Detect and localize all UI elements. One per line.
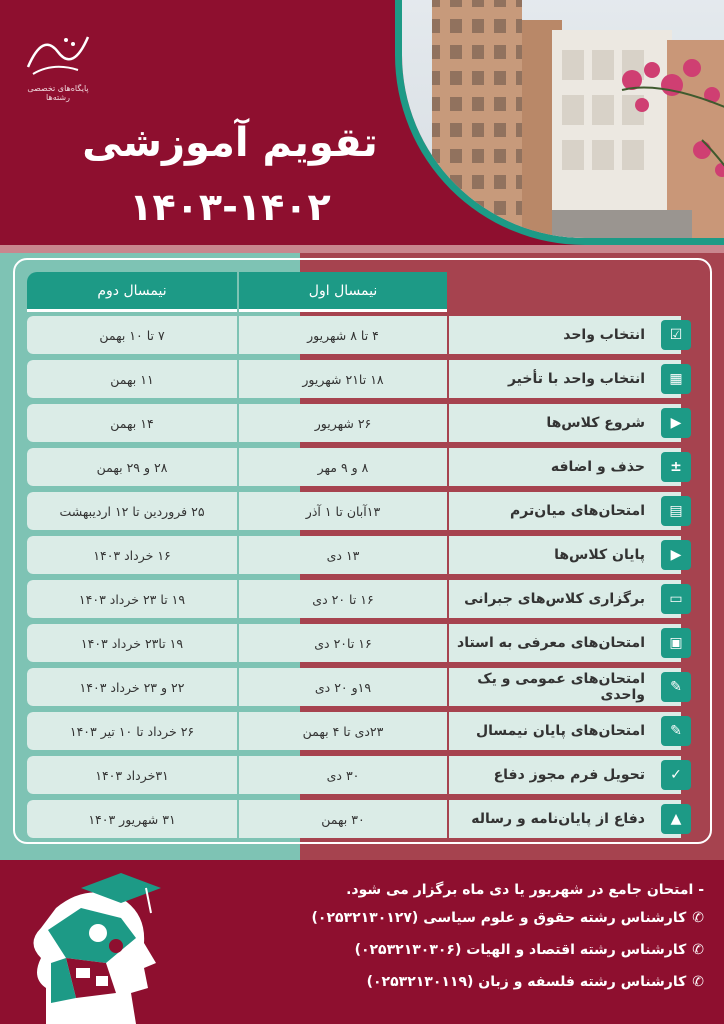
contact-line [312, 910, 705, 926]
event-label-cell [449, 668, 681, 706]
phone-icon: ✆ [692, 974, 704, 990]
graduate-head-illustration [26, 868, 176, 1024]
stop-play-icon: ▶ [661, 540, 691, 570]
semester2-date: ۱۶ خرداد ۱۴۰۳ [27, 536, 237, 574]
table-row [27, 580, 691, 618]
semester2-date: ۱۹ تا ۲۳ خرداد ۱۴۰۳ [27, 580, 237, 618]
semester1-date: ۱۶ تا۲۰ دی [239, 624, 447, 662]
table-row [27, 448, 691, 486]
event-label: امتحان‌های عمومی و یک واحدی [477, 671, 645, 703]
table-row [27, 624, 691, 662]
event-label-cell [449, 756, 681, 794]
event-label-cell [449, 404, 681, 442]
phone-icon: ✆ [692, 910, 704, 926]
band-divider [0, 245, 724, 253]
semester2-date: ۱۹ تا۲۳ خرداد ۱۴۰۳ [27, 624, 237, 662]
campus-photo [395, 0, 724, 245]
semester1-date: ۱۹و ۲۰ دی [239, 668, 447, 706]
event-label-cell [449, 536, 681, 574]
table-row [27, 316, 691, 354]
semester1-date: ۱۳ دی [239, 536, 447, 574]
event-label-cell [449, 624, 681, 662]
table-row [27, 404, 691, 442]
table-row [27, 492, 691, 530]
contact-label: کارشناس رشته فلسفه و زبان [478, 974, 687, 990]
header-area [0, 0, 724, 250]
semester1-date: ۱۸ تا۲۱ شهریور [239, 360, 447, 398]
logo [18, 22, 98, 102]
semester2-date: ۱۱ بهمن [27, 360, 237, 398]
calendar-clock-icon: ▦ [661, 364, 691, 394]
contact-line [367, 974, 704, 990]
phone-icon: ✆ [692, 942, 704, 958]
event-label: امتحان‌های پایان نیمسال [475, 723, 645, 739]
semester1-date: ۱۶ تا ۲۰ دی [239, 580, 447, 618]
whiteboard-icon: ▭ [661, 584, 691, 614]
checklist-hand-icon: ☑ [661, 320, 691, 350]
academic-year: ۱۴۰۳-۱۴۰۲ [129, 185, 331, 229]
event-label: برگزاری کلاس‌های جبرانی [464, 591, 645, 607]
semester1-date: ۱۳آبان تا ۱ آذر [239, 492, 447, 530]
event-label: امتحان‌های معرفی به استاد [457, 635, 645, 651]
semester2-date: ۲۵ فروردین تا ۱۲ اردیبهشت [27, 492, 237, 530]
contact-phone[interactable]: (۰۲۵۳۲۱۳۰۱۲۷) [311, 910, 419, 926]
contact-phone[interactable]: (۰۲۵۳۲۱۳۰۱۱۹) [366, 974, 474, 990]
exam-note: - امتحان جامع در شهریور یا دی ماه برگزار می شود. [346, 882, 704, 898]
semester2-date: ۳۱خرداد ۱۴۰۳ [27, 756, 237, 794]
column-header-semester2: نیمسال دوم [27, 272, 237, 312]
page-title: تقویم آموزشی [82, 120, 378, 166]
semester1-date: ۳۰ دی [239, 756, 447, 794]
event-label-cell [449, 800, 681, 838]
event-label: انتخاب واحد [563, 327, 645, 343]
clipboard-check-icon: ✓ [661, 760, 691, 790]
id-card-icon: ▣ [661, 628, 691, 658]
exam-sheet-icon: ▤ [661, 496, 691, 526]
logo-tagline: پایگاه‌های تخصصی رشته‌ها [27, 84, 89, 102]
event-label: امتحان‌های میان‌ترم [510, 503, 645, 519]
contact-label: کارشناس رشته اقتصاد و الهیات [466, 942, 687, 958]
semester1-date: ۴ تا ۸ شهریور [239, 316, 447, 354]
event-label: انتخاب واحد با تأخیر [507, 371, 645, 387]
semester1-date: ۸ و ۹ مهر [239, 448, 447, 486]
calendar-table [13, 258, 712, 844]
event-label: حذف و اضافه [550, 459, 645, 475]
event-label-cell [449, 580, 681, 618]
event-label-cell [449, 360, 681, 398]
semester2-date: ۲۶ خرداد تا ۱۰ تیر ۱۴۰۳ [27, 712, 237, 750]
contact-line [355, 942, 704, 958]
semester1-date: ۲۳دی تا ۴ بهمن [239, 712, 447, 750]
pencil-paper-icon: ✎ [661, 672, 691, 702]
semester2-date: ۷ تا ۱۰ بهمن [27, 316, 237, 354]
table-row [27, 668, 691, 706]
event-label: شروع کلاس‌ها [546, 415, 645, 431]
presentation-icon: ▲ [661, 804, 691, 834]
semester2-date: ۲۲ و ۲۳ خرداد ۱۴۰۳ [27, 668, 237, 706]
table-row [27, 756, 691, 794]
contact-label: کارشناس رشته حقوق و علوم سیاسی [423, 910, 687, 926]
contact-phone[interactable]: (۰۲۵۳۲۱۳۰۳۰۶) [354, 942, 462, 958]
table-row [27, 360, 691, 398]
pencil-paper-icon: ✎ [661, 716, 691, 746]
event-label-cell [449, 492, 681, 530]
play-icon: ▶ [661, 408, 691, 438]
semester2-date: ۱۴ بهمن [27, 404, 237, 442]
table-row [27, 712, 691, 750]
semester2-date: ۲۸ و ۲۹ بهمن [27, 448, 237, 486]
event-label-cell [449, 712, 681, 750]
event-label: پایان کلاس‌ها [554, 547, 645, 563]
event-label: دفاع از پایان‌نامه و رساله [471, 811, 645, 827]
semester1-date: ۲۶ شهریور [239, 404, 447, 442]
semester2-date: ۳۱ شهریور ۱۴۰۳ [27, 800, 237, 838]
plus-minus-icon: ± [661, 452, 691, 482]
event-label: تحویل فرم مجوز دفاع [493, 767, 645, 783]
table-row [27, 800, 691, 838]
table-row [27, 536, 691, 574]
column-header-semester1: نیمسال اول [239, 272, 447, 312]
semester1-date: ۳۰ بهمن [239, 800, 447, 838]
event-label-cell [449, 448, 681, 486]
event-label-cell [449, 316, 681, 354]
